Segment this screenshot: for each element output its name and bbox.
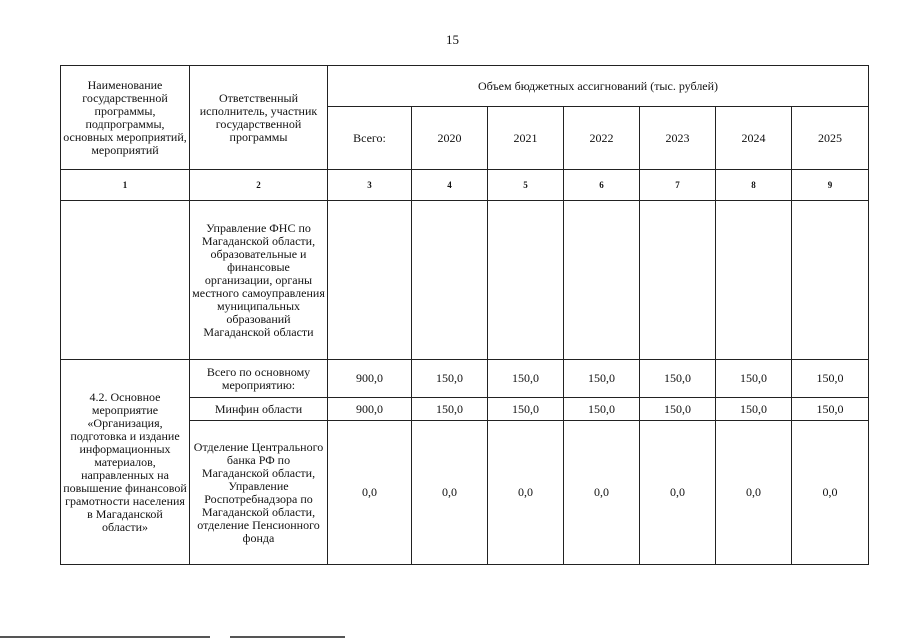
value-cell: 0,0	[564, 421, 640, 565]
value-cell: 150,0	[792, 360, 869, 398]
value-cell: 0,0	[412, 421, 488, 565]
executor-cell: Всего по основному мероприятию:	[190, 360, 328, 398]
value-cell: 150,0	[716, 360, 792, 398]
value-cell: 0,0	[792, 421, 869, 565]
program-name-header: Наименование государственной программы, подпрограммы, основных мероприятий, мероприятий	[61, 66, 190, 170]
scan-artifact-line	[0, 636, 210, 638]
value-cell: 150,0	[792, 398, 869, 421]
year-header: 2021	[488, 107, 564, 170]
value-cell: 0,0	[716, 421, 792, 565]
scan-artifact-line	[230, 636, 345, 638]
empty-cell	[328, 201, 412, 360]
table-row	[61, 360, 869, 398]
continuation-row	[61, 201, 869, 360]
value-cell: 150,0	[564, 398, 640, 421]
program-name-cell: 4.2. Основное мероприятие «Организация, подготовка и издание информационных материалов, направленных на повышение финансовой грамотности населения в Магаданской области»	[61, 360, 190, 565]
column-number: 1	[61, 170, 190, 201]
year-header: 2022	[564, 107, 640, 170]
column-number: 2	[190, 170, 328, 201]
value-cell: 150,0	[640, 398, 716, 421]
executor-cell: Отделение Центрального банка РФ по Магаданской области, Управление Роспотребнадзора по Магаданской области, отделение Пенсионного фонда	[190, 421, 328, 565]
value-cell: 150,0	[564, 360, 640, 398]
value-cell: 150,0	[412, 360, 488, 398]
value-cell: 150,0	[488, 398, 564, 421]
header-row	[61, 66, 869, 107]
budget-table	[60, 65, 869, 565]
value-cell: 900,0	[328, 398, 412, 421]
empty-cell	[488, 201, 564, 360]
column-number: 6	[564, 170, 640, 201]
executor-header: Ответственный исполнитель, участник государственной программы	[190, 66, 328, 170]
column-number: 8	[716, 170, 792, 201]
value-cell: 0,0	[328, 421, 412, 565]
empty-cell	[640, 201, 716, 360]
value-cell: 900,0	[328, 360, 412, 398]
total-header: Всего:	[328, 107, 412, 170]
value-cell: 0,0	[488, 421, 564, 565]
page-number: 15	[446, 32, 459, 47]
budget-header: Объем бюджетных ассигнований (тыс. рублей)	[328, 66, 869, 107]
value-cell: 0,0	[640, 421, 716, 565]
empty-cell	[564, 201, 640, 360]
empty-cell	[412, 201, 488, 360]
value-cell: 150,0	[716, 398, 792, 421]
year-header: 2023	[640, 107, 716, 170]
empty-cell	[792, 201, 869, 360]
value-cell: 150,0	[412, 398, 488, 421]
year-header: 2024	[716, 107, 792, 170]
executor-cell: Минфин области	[190, 398, 328, 421]
empty-cell	[61, 201, 190, 360]
value-cell: 150,0	[488, 360, 564, 398]
column-number-row	[61, 170, 869, 201]
empty-cell	[716, 201, 792, 360]
continuation-executor: Управление ФНС по Магаданской области, образовательные и финансовые организации, органы местного самоуправления муниципальных образований Магаданской области	[190, 201, 328, 360]
year-header: 2020	[412, 107, 488, 170]
column-number: 7	[640, 170, 716, 201]
column-number: 5	[488, 170, 564, 201]
year-header: 2025	[792, 107, 869, 170]
value-cell: 150,0	[640, 360, 716, 398]
column-number: 3	[328, 170, 412, 201]
column-number: 4	[412, 170, 488, 201]
column-number: 9	[792, 170, 869, 201]
